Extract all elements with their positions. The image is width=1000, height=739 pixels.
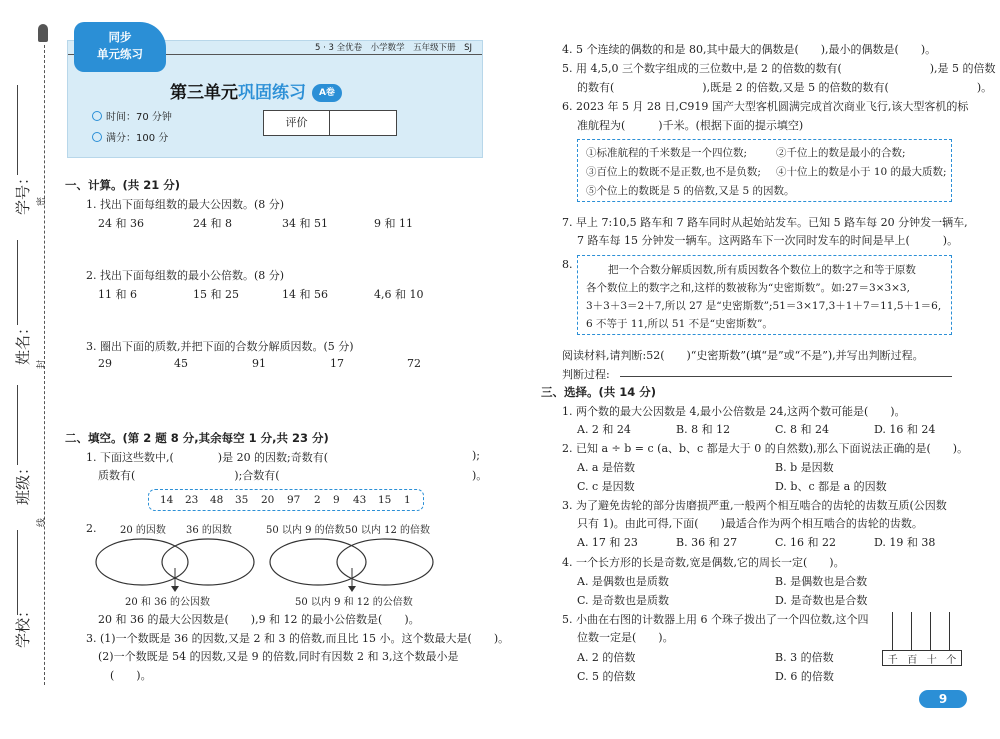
- c4-option[interactable]: A. 是偶数也是质数: [577, 575, 669, 588]
- r-q7b: 7 路车每 15 分钟发一辆车。这两路车下一次同时发车的时间是早上( )。: [577, 234, 959, 247]
- c2-option[interactable]: A. a 是倍数: [577, 461, 635, 474]
- seal-char-mi: 密: [37, 196, 48, 207]
- label-class: 班级：: [14, 459, 32, 505]
- hint-2: ②千位上的数是最小的合数;: [776, 147, 906, 159]
- abacus-label: 十: [926, 654, 937, 666]
- s1-q1: 1. 找出下面每组数的最大公因数。(8 分): [86, 198, 285, 211]
- c3-option[interactable]: B. 36 和 27: [676, 536, 738, 549]
- r-q4: 4. 5 个连续的偶数的和是 80,其中最大的偶数是( ),最小的偶数是( )。: [562, 43, 937, 56]
- c3a: 3. 为了避免齿轮的部分齿磨损严重,一般两个相互啮合的齿轮的齿数互质(公因数: [562, 499, 947, 512]
- venn2-right-label: 50 以内 12 的倍数: [345, 525, 430, 536]
- title-part2: 巩固练习: [238, 83, 306, 103]
- c3b: 只有 1)。由此可得,下面( )最适合作为两个相互啮合的齿轮的齿数。: [577, 517, 923, 530]
- hint-box: [577, 139, 952, 202]
- venn2-bottom-label: 50 以内 9 和 12 的公倍数: [295, 597, 413, 608]
- s1-q2-item: 15 和 25: [193, 288, 239, 301]
- s1-q3: 3. 圈出下面的质数,并把下面的合数分解质因数。(5 分): [86, 340, 354, 353]
- binding-margin: [0, 0, 50, 739]
- section2-heading: 二、填空。(第 2 题 8 分,其余每空 1 分,共 23 分): [65, 431, 329, 445]
- s2-q2-label: 2.: [86, 522, 97, 535]
- s1-q1-item: 24 和 36: [98, 217, 144, 230]
- venn1-right-ellipse: [162, 539, 254, 585]
- label-student-id: 学号：: [14, 169, 32, 215]
- label-name: 姓名：: [14, 319, 32, 365]
- r-q8-label: 8.: [562, 258, 573, 271]
- c1: 1. 两个数的最大公因数是 4,最小公倍数是 24,这两个数可能是( )。: [562, 405, 906, 418]
- s1-q3-item: 91: [252, 357, 266, 370]
- section3-heading: 三、选择。(共 14 分): [541, 385, 657, 399]
- c5-option[interactable]: B. 3 的倍数: [775, 651, 834, 664]
- s1-q1-item: 9 和 11: [374, 217, 413, 230]
- number: 97: [287, 494, 301, 506]
- c2-option[interactable]: C. c 是因数: [577, 480, 635, 493]
- c5a: 5. 小曲在右图的计数器上用 6 个珠子拨出了一个四位数,这个四: [562, 613, 869, 626]
- s2-q3a: 3. (1)一个数既是 36 的因数,又是 2 和 3 的倍数,而且比 15 小。这个数最大是( )。: [86, 632, 510, 645]
- s2-q1a-end: );: [472, 449, 480, 462]
- r-q7a: 7. 早上 7:10,5 路车和 7 路车同时从起始站发车。已知 5 路车每 20 分钟发一辆车,: [562, 216, 968, 229]
- number: 1: [404, 494, 411, 506]
- number: 43: [353, 494, 367, 506]
- reading-line: 各个数位上的数字之和,这样的数被称为“史密斯数”。如:27＝3×3×3,: [586, 282, 910, 294]
- abacus-label: 千: [887, 654, 898, 666]
- unit-badge: [74, 22, 166, 72]
- c1-option[interactable]: B. 8 和 12: [676, 423, 731, 436]
- s1-q2-item: 14 和 56: [282, 288, 328, 301]
- reading-material-box: [577, 255, 952, 335]
- r-q8b: 判断过程:: [562, 368, 610, 381]
- r-q8a: 阅读材料,请判断:52( )“史密斯数”(填“是”或“不是”),并写出判断过程。: [562, 349, 924, 362]
- reading-line: 把一个合数分解质因数,所有质因数各个数位上的数字之和等于原数: [608, 264, 916, 276]
- number: 23: [185, 494, 199, 506]
- c2-option[interactable]: D. b、c 都是 a 的因数: [775, 480, 887, 493]
- s1-q3-item: 72: [407, 357, 421, 370]
- c5-option[interactable]: D. 6 的倍数: [775, 670, 834, 683]
- abacus-rod: [911, 612, 912, 650]
- c1-option[interactable]: D. 16 和 24: [874, 423, 936, 436]
- venn1-right-label: 36 的因数: [186, 525, 232, 536]
- venn1-left-label: 20 的因数: [120, 525, 166, 536]
- venn1-bottom-label: 20 和 36 的公因数: [125, 597, 210, 608]
- c3-option[interactable]: A. 17 和 23: [577, 536, 638, 549]
- evaluation-box[interactable]: [263, 110, 397, 136]
- c2: 2. 已知 a ÷ b = c (a、b、c 都是大于 0 的自然数),那么下面说法正确的是( )。: [562, 442, 969, 455]
- c5-option[interactable]: A. 2 的倍数: [577, 651, 636, 664]
- school-line[interactable]: [17, 530, 18, 615]
- abacus-rod: [949, 612, 950, 650]
- check-icon: [92, 132, 102, 142]
- evaluation-label: 评价: [264, 111, 330, 135]
- venn2-left-label: 50 以内 9 的倍数: [266, 525, 345, 536]
- venn1-arrowhead: [171, 586, 179, 592]
- c4-option[interactable]: B. 是偶数也是合数: [775, 575, 868, 588]
- abacus: [882, 650, 962, 666]
- r-q5a: 5. 用 4,5,0 三个数字组成的三位数中,是 2 的倍数的数有( ),是 5 的倍数: [562, 62, 996, 75]
- c1-option[interactable]: C. 8 和 24: [775, 423, 830, 436]
- r-q6b: 准航程为( )千米。(根据下面的提示填空): [577, 119, 804, 132]
- score-info: [92, 129, 168, 144]
- name-line[interactable]: [17, 240, 18, 325]
- s1-q1-item: 34 和 51: [282, 217, 328, 230]
- series-info: 5 · 3 全优卷 小学数学 五年级下册 SJ: [68, 41, 482, 55]
- student-id-line[interactable]: [17, 85, 18, 175]
- c5b: 位数一定是( )。: [577, 631, 674, 644]
- badge-line1: 同步: [108, 30, 132, 44]
- s1-q3-item: 45: [174, 357, 188, 370]
- c1-option[interactable]: A. 2 和 24: [577, 423, 631, 436]
- s1-q2: 2. 找出下面每组数的最小公倍数。(8 分): [86, 269, 285, 282]
- number: 20: [261, 494, 275, 506]
- s1-q3-item: 17: [330, 357, 344, 370]
- venn-diagrams: [90, 535, 490, 595]
- s2-q3b: (2)一个数既是 54 的因数,又是 9 的倍数,同时有因数 2 和 3,这个数最小是: [98, 650, 459, 663]
- hint-1: ①标准航程的千米数是一个四位数;: [586, 147, 748, 159]
- class-line[interactable]: [17, 385, 18, 465]
- s2-q1a: 1. 下面这些数中,( )是 20 的因数;奇数有(: [86, 451, 329, 464]
- s1-q2-item: 11 和 6: [98, 288, 137, 301]
- score-text: 满分：100 分: [106, 133, 169, 144]
- page-number: 9: [919, 690, 967, 708]
- abacus-label: 个: [946, 654, 957, 666]
- abacus-rod: [892, 612, 893, 650]
- venn2-right-ellipse: [337, 539, 433, 585]
- s2-q1b-end: )。: [472, 469, 488, 482]
- hint-4: ④十位上的数是小于 10 的最大质数;: [776, 166, 947, 178]
- section1-heading: 一、计算。(共 21 分): [65, 178, 181, 192]
- hint-5: ⑤个位上的数既是 5 的倍数,又是 5 的因数。: [586, 185, 795, 197]
- c4-option[interactable]: C. 是奇数也是质数: [577, 594, 670, 607]
- time-text: 时间：70 分钟: [106, 112, 172, 123]
- number: 9: [333, 494, 340, 506]
- abacus-label: 百: [907, 654, 918, 666]
- clock-icon: [92, 111, 102, 121]
- c5-option[interactable]: C. 5 的倍数: [577, 670, 636, 683]
- time-info: [92, 108, 172, 123]
- c2-option[interactable]: B. b 是因数: [775, 461, 834, 474]
- hint-3: ③百位上的数既不是正数,也不是负数;: [586, 166, 761, 178]
- s1-q1-item: 24 和 8: [193, 217, 232, 230]
- s2-q2-line: 20 和 36 的最大公因数是( ),9 和 12 的最小公倍数是( )。: [98, 613, 420, 626]
- seal-char-feng: 封: [37, 359, 48, 370]
- answer-line[interactable]: [620, 376, 952, 377]
- seal-char-xian: 线: [37, 517, 48, 528]
- s2-q3c: ( )。: [110, 669, 152, 682]
- rocket-icon: [38, 24, 48, 42]
- number: 14: [160, 494, 174, 506]
- c3-option[interactable]: D. 19 和 38: [874, 536, 936, 549]
- c4-option[interactable]: D. 是奇数也是合数: [775, 594, 868, 607]
- page-title: [170, 78, 342, 103]
- reading-line: 6 不等于 11,所以 51 不是“史密斯数”。: [586, 318, 773, 330]
- s1-q2-item: 4,6 和 10: [374, 288, 424, 301]
- s1-q3-item: 29: [98, 357, 112, 370]
- label-school: 学校：: [14, 602, 32, 648]
- r-q5b: 的数有( ),既是 2 的倍数,又是 5 的倍数的数有( )。: [577, 81, 993, 94]
- number: 48: [210, 494, 224, 506]
- badge-line2: 单元练习: [97, 47, 143, 61]
- number: 15: [378, 494, 392, 506]
- title-badge: A卷: [312, 84, 342, 102]
- r-q6a: 6. 2023 年 5 月 28 日,C919 国产大型客机圆满完成首次商业飞行,该大型客机的标: [562, 100, 969, 113]
- title-part1: 第三单元: [170, 83, 238, 103]
- number: 35: [235, 494, 249, 506]
- c4: 4. 一个长方形的长是奇数,宽是偶数,它的周长一定( )。: [562, 556, 845, 569]
- c3-option[interactable]: C. 16 和 22: [775, 536, 837, 549]
- venn2-arrowhead: [348, 586, 356, 592]
- reading-line: 3＋3＋3＝2＋7,所以 27 是“史密斯数”;51＝3×17,3＋1＋7＝11,5＋1＝6,: [586, 300, 942, 312]
- number: 2: [314, 494, 321, 506]
- s2-q1b: 质数有( );合数有(: [98, 469, 280, 482]
- abacus-rod: [930, 612, 931, 650]
